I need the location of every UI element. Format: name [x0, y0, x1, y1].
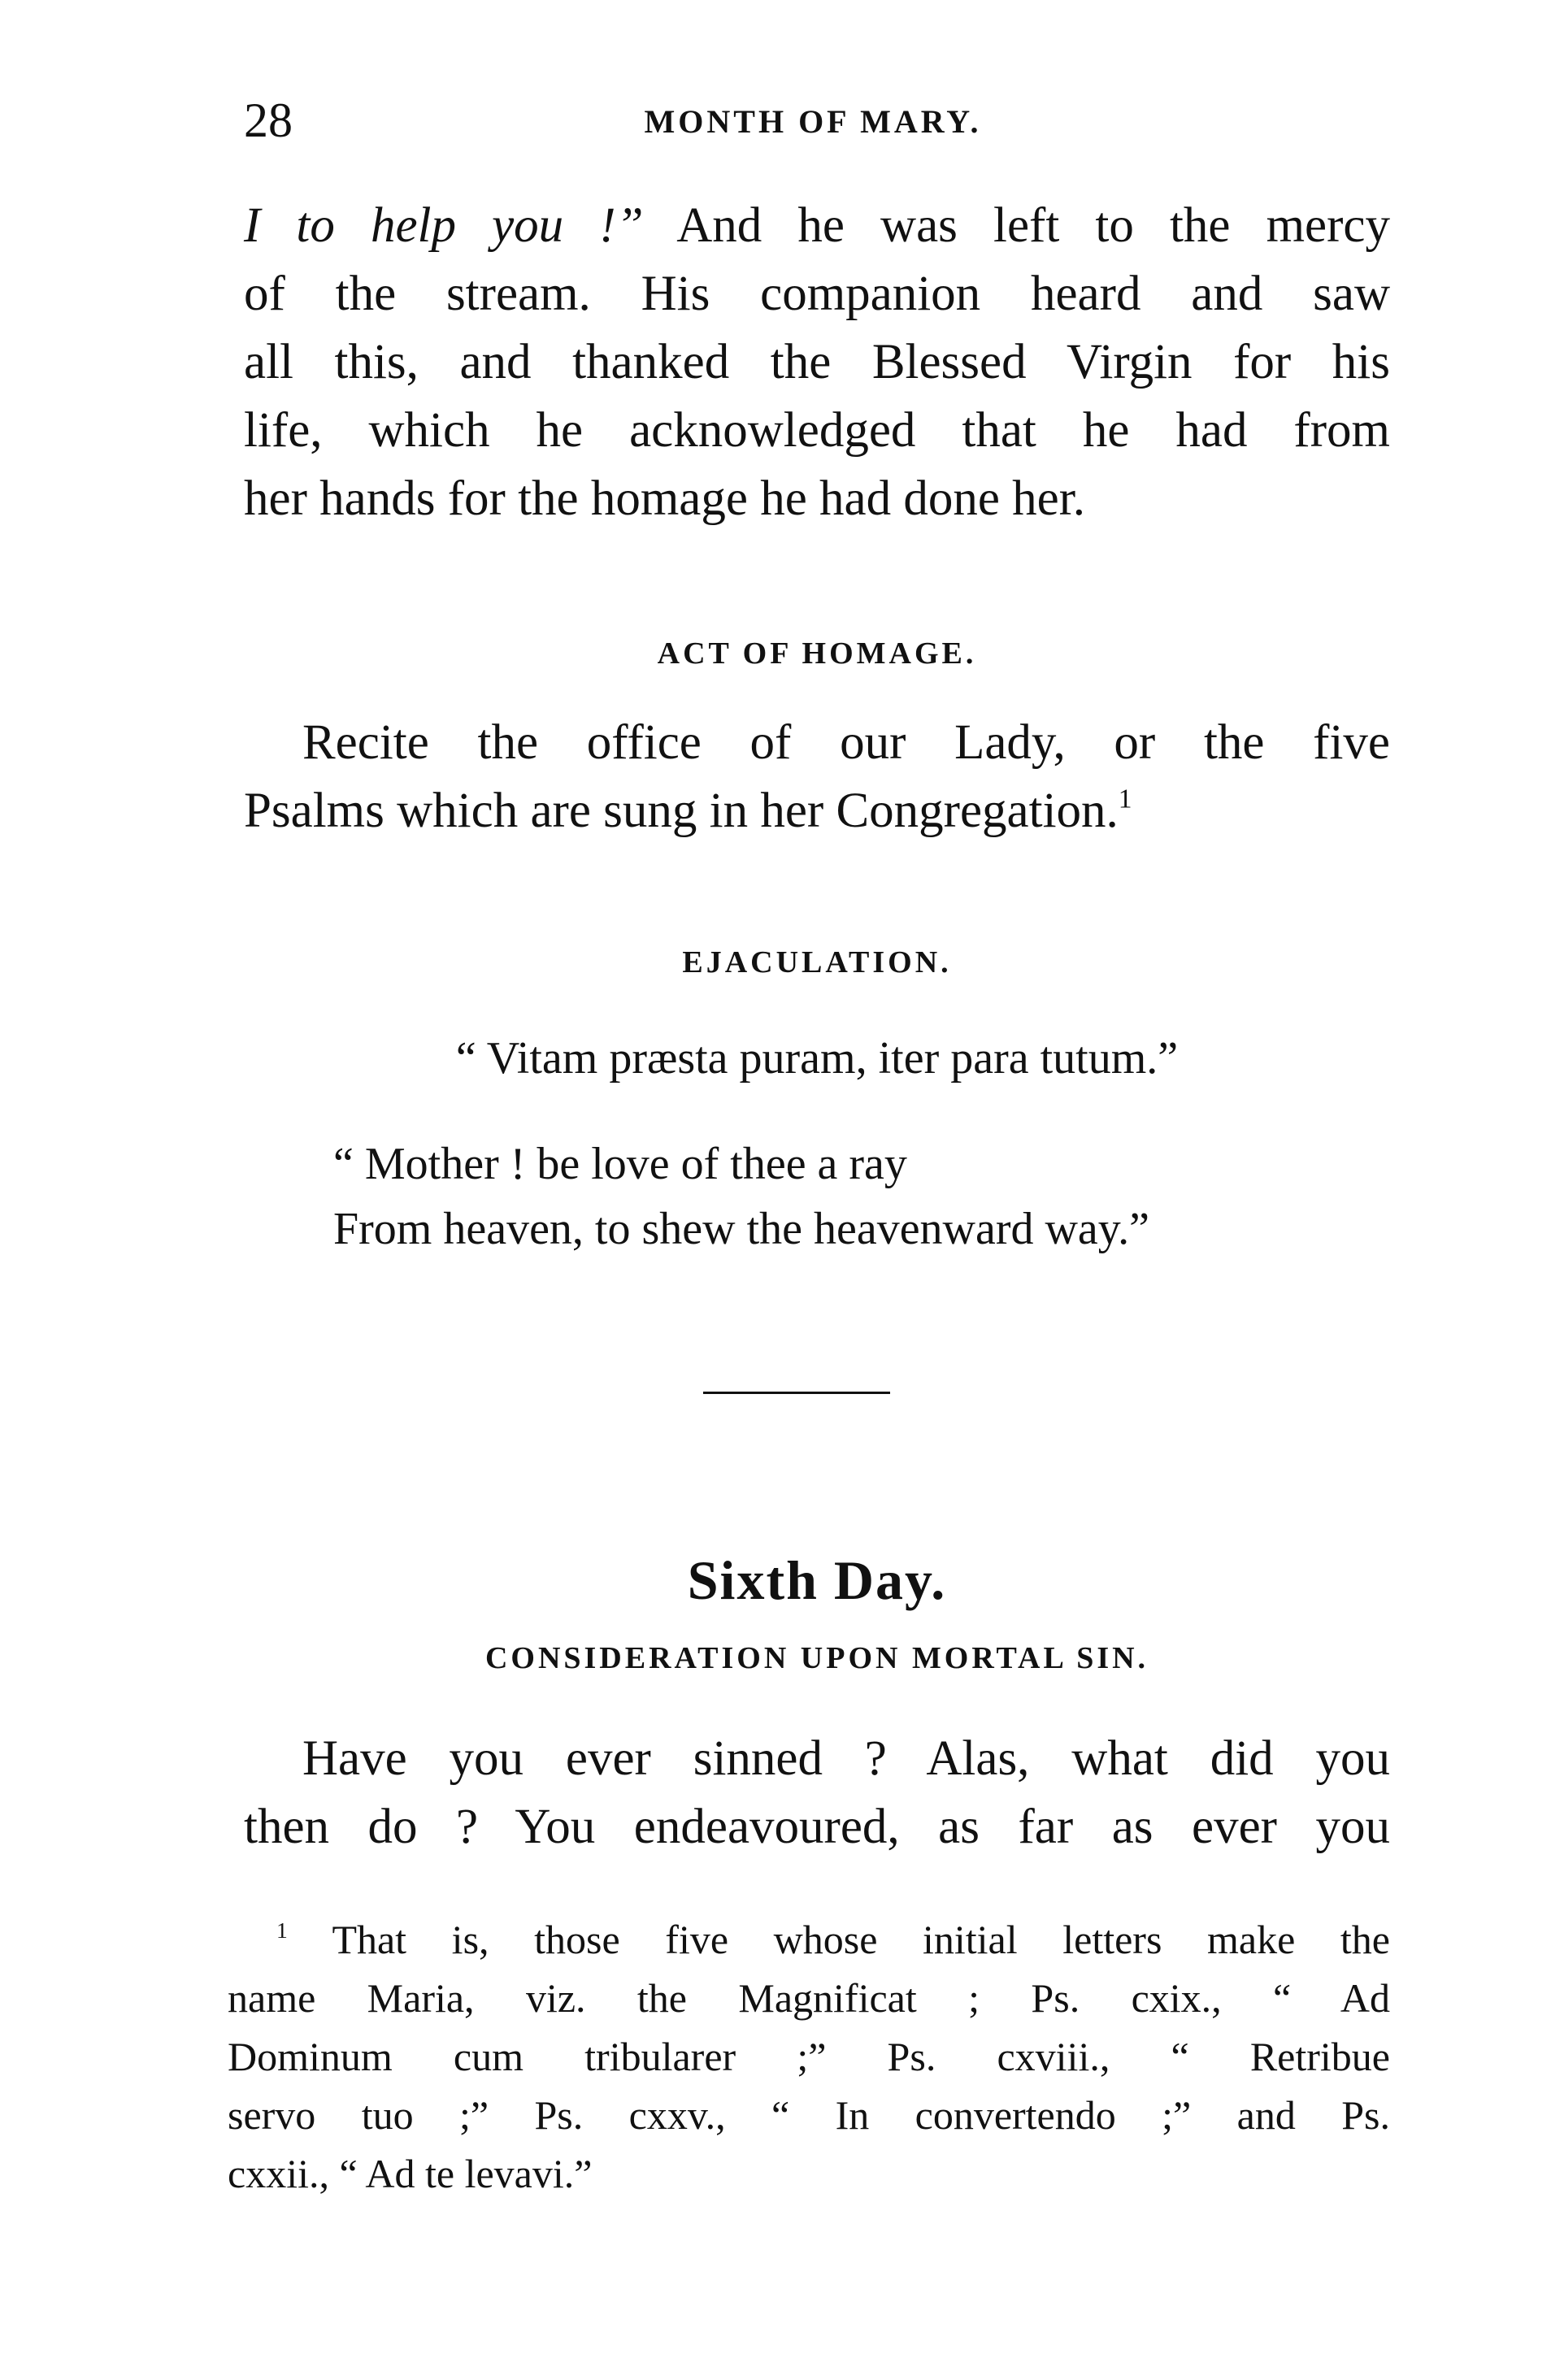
story-paragraph — [244, 192, 1390, 533]
footnote-line: $^1$ That is, those five whose initial letters make the — [276, 1917, 1390, 1962]
text-line: Recite the office of our Lady, or the five — [302, 715, 1390, 770]
footnote-line: Dominum cum tribularer ;” Ps. cxviii., “ Retribue — [228, 2034, 1390, 2079]
page-header — [244, 88, 1382, 153]
footnote-reference: 1 — [1118, 784, 1132, 814]
text-line: all this, and thanked the Blessed Virgin for his — [244, 335, 1390, 389]
page-number: 28 — [244, 93, 293, 147]
footnote-line: name Maria, viz. the Magnificat ; Ps. cxix., “ Ad — [228, 1975, 1390, 2021]
italic-speech: I to help you !” — [244, 198, 644, 253]
footnote-line: cxxii., “ Ad te levavi.” — [228, 2151, 593, 2196]
running-title: MONTH OF MARY. — [644, 103, 982, 140]
ejaculation-heading: EJACULATION. — [682, 945, 952, 979]
consideration-heading: CONSIDERATION UPON MORTAL SIN. — [484, 1641, 1149, 1675]
text-line: of the stream. His companion heard and saw — [244, 267, 1390, 321]
latin-ejaculation — [244, 1026, 1390, 1091]
consideration-paragraph — [244, 1725, 1390, 1861]
footnote-marker: 1 — [276, 1917, 288, 1943]
verse-line: “ Mother ! be love of thee a ray — [333, 1139, 907, 1189]
text-line: then do ? You endeavoured, as far as ever you — [244, 1800, 1390, 1854]
text-line: life, which he acknowledged that he had from — [244, 403, 1390, 458]
verse — [333, 1131, 1149, 1262]
text-line: Psalms which are sung in her Congregation.$^1$ — [244, 784, 1132, 838]
act-of-homage-heading: ACT OF HOMAGE. — [657, 636, 977, 671]
verse-line: From heaven, to shew the heavenward way.” — [333, 1204, 1150, 1254]
text-line: I to help you !” And he was left to the mercy — [244, 198, 1390, 253]
footnote-line: servo tuo ;” Ps. cxxv., “ In convertendo ;” and Ps. — [228, 2092, 1390, 2138]
text-line: her hands for the homage he had done her. — [244, 471, 1085, 526]
text-line: Have you ever sinned ? Alas, what did you — [302, 1731, 1390, 1786]
section-divider — [703, 1392, 890, 1394]
footnote — [228, 1910, 1390, 2203]
act-of-homage-paragraph — [244, 709, 1390, 845]
latin-line: “ Vitam præsta puram, iter para tutum.” — [455, 1033, 1179, 1084]
day-title: Sixth Day. — [687, 1549, 947, 1611]
